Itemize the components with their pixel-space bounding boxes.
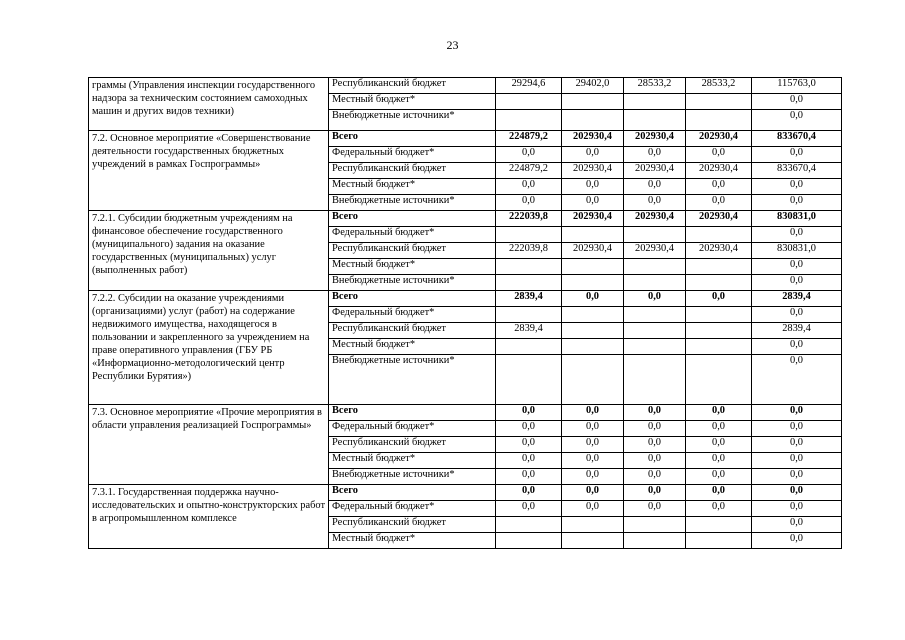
year-value-cell — [624, 355, 686, 405]
total-value-cell: 0,0 — [752, 517, 842, 533]
funding-source: Федеральный бюджет* — [329, 421, 496, 437]
year-value-cell: 0,0 — [686, 485, 752, 501]
year-value-cell — [562, 307, 624, 323]
total-value-cell: 115763,0 — [752, 78, 842, 94]
total-value-cell: 0,0 — [752, 94, 842, 110]
year-value-cell: 0,0 — [686, 421, 752, 437]
total-value-cell: 0,0 — [752, 179, 842, 195]
year-value-cell: 202930,4 — [624, 163, 686, 179]
year-value-cell: 0,0 — [562, 195, 624, 211]
year-value-cell — [624, 227, 686, 243]
year-value-cell: 202930,4 — [686, 211, 752, 227]
funding-source: Федеральный бюджет* — [329, 307, 496, 323]
activity-description: 7.2.2. Субсидии на оказание учреждениями (организациями) услуг (работ) на содержание недвижимого имущества, находящегося в пользовании и закрепленного за учреждением на праве оперативного управления (ГБУ РБ «Информационно-методологический центр Республики Бурятия») — [89, 291, 329, 405]
year-value-cell: 0,0 — [562, 501, 624, 517]
total-value-cell: 0,0 — [752, 307, 842, 323]
year-value-cell: 2839,4 — [496, 323, 562, 339]
activity-description: 7.3. Основное мероприятие «Прочие мероприятия в области управления реализацией Госпрограммы» — [89, 405, 329, 485]
funding-source: Республиканский бюджет — [329, 517, 496, 533]
funding-source: Местный бюджет* — [329, 94, 496, 110]
funding-source: Всего — [329, 405, 496, 421]
year-value-cell — [686, 323, 752, 339]
year-value-cell — [686, 94, 752, 110]
year-value-cell — [562, 355, 624, 405]
funding-source: Местный бюджет* — [329, 179, 496, 195]
year-value-cell: 0,0 — [624, 147, 686, 163]
year-value-cell: 224879,2 — [496, 131, 562, 147]
year-value-cell — [624, 517, 686, 533]
year-value-cell: 0,0 — [562, 421, 624, 437]
year-value-cell — [686, 533, 752, 549]
year-value-cell: 0,0 — [496, 405, 562, 421]
year-value-cell: 202930,4 — [686, 163, 752, 179]
total-value-cell: 833670,4 — [752, 131, 842, 147]
year-value-cell — [686, 307, 752, 323]
year-value-cell — [686, 355, 752, 405]
year-value-cell — [562, 517, 624, 533]
year-value-cell: 0,0 — [562, 405, 624, 421]
year-value-cell: 222039,8 — [496, 211, 562, 227]
year-value-cell: 0,0 — [686, 179, 752, 195]
year-value-cell: 0,0 — [624, 405, 686, 421]
year-value-cell: 202930,4 — [562, 163, 624, 179]
total-value-cell: 0,0 — [752, 147, 842, 163]
table-row — [89, 78, 842, 94]
year-value-cell — [496, 517, 562, 533]
year-value-cell: 2839,4 — [496, 291, 562, 307]
year-value-cell — [496, 110, 562, 131]
total-value-cell: 0,0 — [752, 275, 842, 291]
year-value-cell — [496, 339, 562, 355]
year-value-cell — [686, 259, 752, 275]
activity-description: 7.2. Основное мероприятие «Совершенствование деятельности государственных бюджетных учреждений в рамках Госпрограммы» — [89, 131, 329, 211]
total-value-cell: 0,0 — [752, 533, 842, 549]
year-value-cell: 0,0 — [562, 291, 624, 307]
total-value-cell: 0,0 — [752, 339, 842, 355]
year-value-cell — [624, 275, 686, 291]
funding-source: Всего — [329, 291, 496, 307]
year-value-cell — [686, 227, 752, 243]
year-value-cell — [686, 275, 752, 291]
total-value-cell: 0,0 — [752, 453, 842, 469]
total-value-cell: 0,0 — [752, 469, 842, 485]
year-value-cell: 0,0 — [562, 147, 624, 163]
funding-source: Всего — [329, 211, 496, 227]
year-value-cell: 202930,4 — [624, 243, 686, 259]
year-value-cell: 0,0 — [624, 469, 686, 485]
year-value-cell — [624, 94, 686, 110]
year-value-cell: 202930,4 — [686, 131, 752, 147]
funding-source: Республиканский бюджет — [329, 323, 496, 339]
year-value-cell: 28533,2 — [686, 78, 752, 94]
funding-source: Федеральный бюджет* — [329, 147, 496, 163]
year-value-cell: 0,0 — [496, 501, 562, 517]
year-value-cell: 0,0 — [624, 453, 686, 469]
year-value-cell: 0,0 — [624, 437, 686, 453]
funding-source: Республиканский бюджет — [329, 437, 496, 453]
year-value-cell — [624, 533, 686, 549]
year-value-cell — [496, 307, 562, 323]
funding-source: Внебюджетные источники* — [329, 469, 496, 485]
year-value-cell: 202930,4 — [624, 131, 686, 147]
year-value-cell: 0,0 — [496, 179, 562, 195]
year-value-cell: 0,0 — [624, 421, 686, 437]
funding-source: Всего — [329, 485, 496, 501]
funding-source: Внебюджетные источники* — [329, 355, 496, 405]
year-value-cell: 0,0 — [562, 485, 624, 501]
year-value-cell: 222039,8 — [496, 243, 562, 259]
funding-source: Местный бюджет* — [329, 339, 496, 355]
total-value-cell: 0,0 — [752, 437, 842, 453]
total-value-cell: 0,0 — [752, 227, 842, 243]
activity-description: 7.3.1. Государственная поддержка научно-исследовательских и опытно-конструкторских работ в агропромышленном комплексе — [89, 485, 329, 549]
year-value-cell: 29402,0 — [562, 78, 624, 94]
year-value-cell: 0,0 — [496, 195, 562, 211]
year-value-cell — [686, 517, 752, 533]
page-number: 23 — [446, 38, 459, 52]
year-value-cell: 0,0 — [686, 405, 752, 421]
year-value-cell: 0,0 — [496, 421, 562, 437]
year-value-cell: 202930,4 — [562, 131, 624, 147]
total-value-cell: 0,0 — [752, 259, 842, 275]
year-value-cell: 0,0 — [686, 501, 752, 517]
budget-table — [88, 77, 842, 549]
year-value-cell: 0,0 — [686, 291, 752, 307]
funding-source: Республиканский бюджет — [329, 163, 496, 179]
funding-source: Внебюджетные источники* — [329, 110, 496, 131]
funding-source: Местный бюджет* — [329, 533, 496, 549]
year-value-cell — [624, 110, 686, 131]
year-value-cell — [562, 533, 624, 549]
year-value-cell: 0,0 — [496, 469, 562, 485]
table-row — [89, 211, 842, 227]
total-value-cell: 0,0 — [752, 485, 842, 501]
table-row — [89, 131, 842, 147]
year-value-cell — [496, 355, 562, 405]
funding-source: Федеральный бюджет* — [329, 227, 496, 243]
total-value-cell: 2839,4 — [752, 323, 842, 339]
year-value-cell — [562, 94, 624, 110]
year-value-cell: 0,0 — [686, 469, 752, 485]
table-row — [89, 405, 842, 421]
year-value-cell — [496, 94, 562, 110]
year-value-cell: 224879,2 — [496, 163, 562, 179]
year-value-cell — [562, 227, 624, 243]
total-value-cell: 0,0 — [752, 421, 842, 437]
year-value-cell: 0,0 — [496, 437, 562, 453]
year-value-cell: 0,0 — [686, 437, 752, 453]
year-value-cell — [496, 259, 562, 275]
year-value-cell — [624, 323, 686, 339]
year-value-cell — [496, 275, 562, 291]
year-value-cell — [562, 110, 624, 131]
year-value-cell: 202930,4 — [686, 243, 752, 259]
activity-description: граммы (Управления инспекции государственного надзора за техническим состоянием самоходных машин и других видов техники) — [89, 78, 329, 131]
total-value-cell: 833670,4 — [752, 163, 842, 179]
funding-source: Внебюджетные источники* — [329, 275, 496, 291]
total-value-cell: 0,0 — [752, 501, 842, 517]
total-value-cell: 830831,0 — [752, 243, 842, 259]
year-value-cell — [624, 259, 686, 275]
funding-source: Внебюджетные источники* — [329, 195, 496, 211]
year-value-cell — [562, 323, 624, 339]
year-value-cell: 0,0 — [624, 291, 686, 307]
year-value-cell — [562, 275, 624, 291]
year-value-cell: 0,0 — [562, 437, 624, 453]
activity-description: 7.2.1. Субсидии бюджетным учреждениям на финансовое обеспечение государственного (муниципального) задания на оказание государственных (муниципальных) услуг (выполненных работ) — [89, 211, 329, 291]
year-value-cell: 202930,4 — [562, 211, 624, 227]
table-row — [89, 291, 842, 307]
year-value-cell: 0,0 — [624, 501, 686, 517]
year-value-cell: 0,0 — [496, 147, 562, 163]
year-value-cell: 202930,4 — [562, 243, 624, 259]
funding-source: Республиканский бюджет — [329, 243, 496, 259]
year-value-cell: 0,0 — [686, 453, 752, 469]
funding-source: Местный бюджет* — [329, 259, 496, 275]
year-value-cell: 0,0 — [686, 195, 752, 211]
funding-source: Федеральный бюджет* — [329, 501, 496, 517]
year-value-cell: 0,0 — [624, 485, 686, 501]
year-value-cell — [624, 339, 686, 355]
year-value-cell: 0,0 — [624, 179, 686, 195]
year-value-cell: 202930,4 — [624, 211, 686, 227]
total-value-cell: 2839,4 — [752, 291, 842, 307]
year-value-cell: 0,0 — [624, 195, 686, 211]
funding-source: Республиканский бюджет — [329, 78, 496, 94]
table-row — [89, 485, 842, 501]
year-value-cell — [624, 307, 686, 323]
total-value-cell: 830831,0 — [752, 211, 842, 227]
total-value-cell: 0,0 — [752, 110, 842, 131]
year-value-cell — [686, 110, 752, 131]
total-value-cell: 0,0 — [752, 405, 842, 421]
year-value-cell — [686, 339, 752, 355]
year-value-cell — [562, 339, 624, 355]
year-value-cell — [496, 227, 562, 243]
total-value-cell: 0,0 — [752, 195, 842, 211]
year-value-cell — [496, 533, 562, 549]
year-value-cell: 0,0 — [562, 453, 624, 469]
funding-source: Всего — [329, 131, 496, 147]
year-value-cell — [562, 259, 624, 275]
year-value-cell: 29294,6 — [496, 78, 562, 94]
year-value-cell: 28533,2 — [624, 78, 686, 94]
total-value-cell: 0,0 — [752, 355, 842, 405]
year-value-cell: 0,0 — [686, 147, 752, 163]
year-value-cell: 0,0 — [562, 179, 624, 195]
year-value-cell: 0,0 — [562, 469, 624, 485]
year-value-cell: 0,0 — [496, 453, 562, 469]
funding-source: Местный бюджет* — [329, 453, 496, 469]
year-value-cell: 0,0 — [496, 485, 562, 501]
